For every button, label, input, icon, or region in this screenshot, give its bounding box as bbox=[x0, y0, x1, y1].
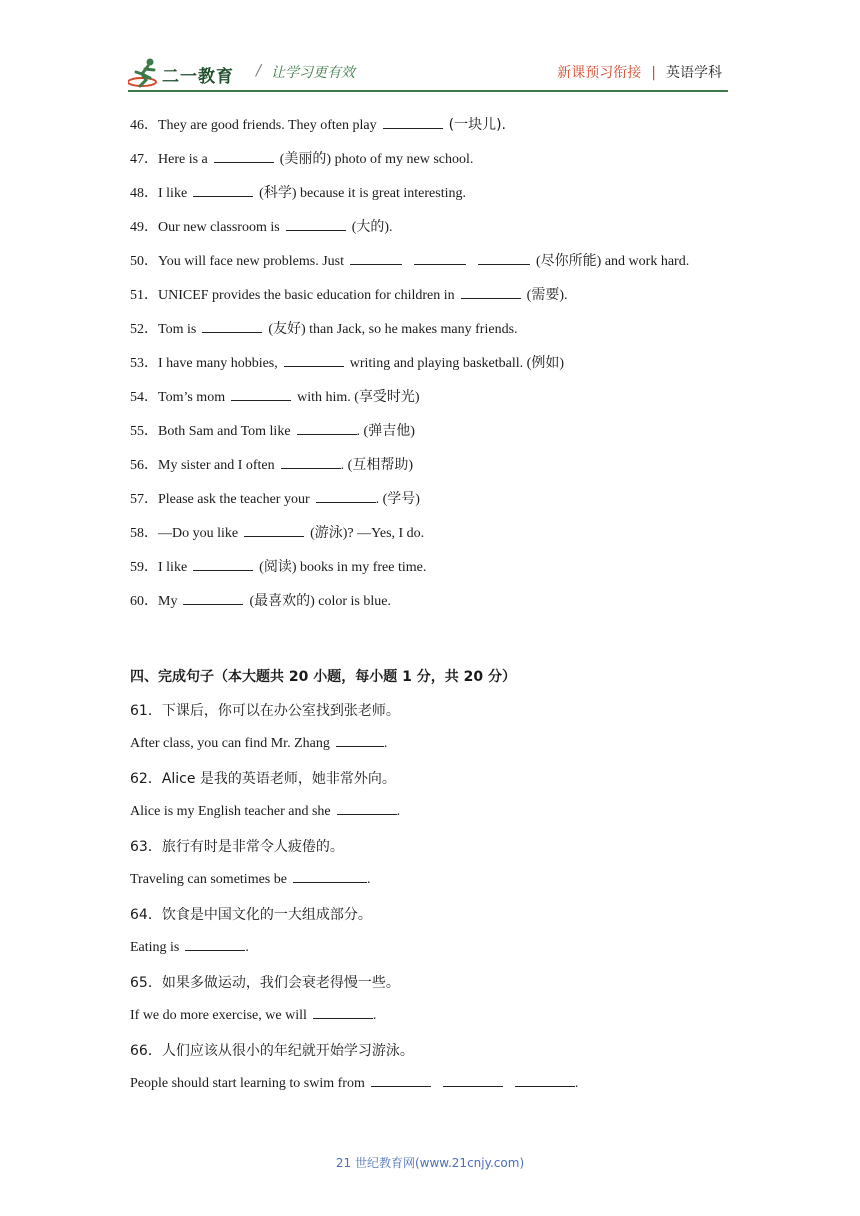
section-title: 四、完成句子（本大题共 20 小题，每小题 1 分，共 20 分） bbox=[130, 669, 516, 685]
question-66-prompt: 66．人们应该从很小的年纪就开始学习游泳。 bbox=[130, 1043, 414, 1059]
answer-blank[interactable] bbox=[383, 116, 443, 129]
question-64: Eating is . bbox=[130, 940, 249, 955]
question-59: 59．I like (阅读) books in my free time. bbox=[130, 560, 427, 575]
question-50: 50．You will face new problems. Just (尽你所能) and work hard. bbox=[130, 254, 690, 269]
answer-blank[interactable] bbox=[183, 592, 243, 605]
answer-blank[interactable] bbox=[214, 150, 274, 163]
answer-blank[interactable] bbox=[231, 388, 291, 401]
question-48: 48．I like (科学) because it is great interesting. bbox=[130, 186, 466, 201]
question-53: 53．I have many hobbies, writing and playing basketball. (例如) bbox=[130, 356, 564, 371]
question-66: People should start learning to swim from . bbox=[130, 1076, 579, 1091]
question-62-prompt: 62．Alice 是我的英语老师，她非常外向。 bbox=[130, 771, 396, 787]
subject-label: 英语学科 bbox=[666, 65, 722, 81]
answer-blank[interactable] bbox=[336, 734, 384, 747]
answer-blank[interactable] bbox=[461, 286, 521, 299]
question-64-prompt: 64．饮食是中国文化的一大组成部分。 bbox=[130, 907, 372, 923]
answer-blank[interactable] bbox=[202, 320, 262, 333]
answer-blank[interactable] bbox=[337, 802, 397, 815]
header-divider bbox=[128, 90, 728, 92]
question-65-prompt: 65．如果多做运动，我们会衰老得慢一些。 bbox=[130, 975, 400, 991]
answer-blank[interactable] bbox=[414, 252, 466, 265]
question-57: 57．Please ask the teacher your . (学号) bbox=[130, 492, 420, 507]
question-51: 51．UNICEF provides the basic education for children in (需要). bbox=[130, 288, 568, 303]
logo-text: 二一教育 bbox=[162, 67, 234, 87]
question-47: 47．Here is a (美丽的) photo of my new school. bbox=[130, 152, 474, 167]
answer-blank[interactable] bbox=[316, 490, 376, 503]
question-55: 55．Both Sam and Tom like . (弹吉他) bbox=[130, 424, 415, 439]
answer-blank[interactable] bbox=[281, 456, 341, 469]
answer-blank[interactable] bbox=[193, 558, 253, 571]
answer-blank[interactable] bbox=[515, 1074, 575, 1087]
header-separator: | bbox=[651, 65, 656, 81]
answer-blank[interactable] bbox=[297, 422, 357, 435]
header-slash: / bbox=[256, 61, 262, 79]
header-right bbox=[557, 62, 722, 82]
answer-blank[interactable] bbox=[244, 524, 304, 537]
answer-blank[interactable] bbox=[284, 354, 344, 367]
question-61-prompt: 61．下课后，你可以在办公室找到张老师。 bbox=[130, 703, 400, 719]
answer-blank[interactable] bbox=[293, 870, 367, 883]
question-46: 46．They are good friends. They often play (一块儿). bbox=[130, 117, 506, 133]
answer-blank[interactable] bbox=[193, 184, 253, 197]
question-65: If we do more exercise, we will . bbox=[130, 1008, 377, 1023]
question-58: 58．—Do you like (游泳)? —Yes, I do. bbox=[130, 526, 425, 541]
answer-blank[interactable] bbox=[350, 252, 402, 265]
answer-blank[interactable] bbox=[185, 938, 245, 951]
question-63-prompt: 63．旅行有时是非常令人疲倦的。 bbox=[130, 839, 344, 855]
page-header bbox=[128, 56, 728, 92]
question-54: 54．Tom’s mom with him. (享受时光) bbox=[130, 390, 420, 405]
answer-blank[interactable] bbox=[286, 218, 346, 231]
answer-blank[interactable] bbox=[313, 1006, 373, 1019]
header-slogan: 让学习更有效 bbox=[271, 65, 355, 81]
question-52: 52．Tom is (友好) than Jack, so he makes many friends. bbox=[130, 322, 518, 337]
question-56: 56．My sister and I often . (互相帮助) bbox=[130, 458, 413, 473]
question-63: Traveling can sometimes be . bbox=[130, 872, 371, 887]
question-49: 49．Our new classroom is (大的). bbox=[130, 220, 393, 235]
question-61: After class, you can find Mr. Zhang . bbox=[130, 736, 388, 751]
course-label: 新课预习衔接 bbox=[557, 65, 642, 81]
answer-blank[interactable] bbox=[443, 1074, 503, 1087]
answer-blank[interactable] bbox=[371, 1074, 431, 1087]
question-62: Alice is my English teacher and she . bbox=[130, 804, 401, 819]
answer-blank[interactable] bbox=[478, 252, 530, 265]
page-footer: 21 世纪教育网(www.21cnjy.com) bbox=[335, 1156, 525, 1170]
question-60: 60．My (最喜欢的) color is blue. bbox=[130, 594, 391, 609]
